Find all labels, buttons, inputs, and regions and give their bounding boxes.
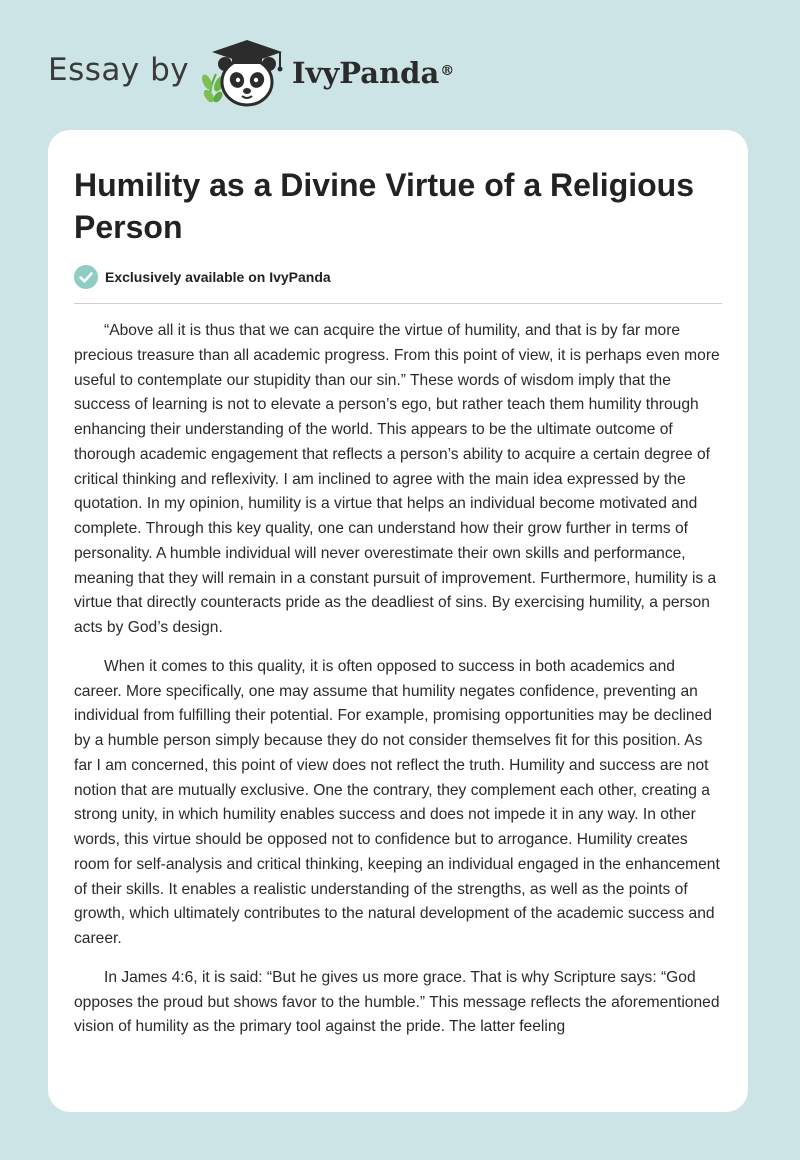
divider xyxy=(74,303,722,304)
essay-body xyxy=(74,319,724,1054)
panda-graduate-logo-icon[interactable] xyxy=(200,34,290,112)
essay-card xyxy=(48,130,748,1112)
paragraph: In James 4:6, it is said: “But he gives us more grace. That is why Scripture says: “God opposes the proud but shows favor to the humble.” This message reflects the aforementioned vision of humility as the primary tool against the pride. The latter feeling xyxy=(74,968,720,1036)
exclusive-badge-label: Exclusively available on IvyPanda xyxy=(105,269,331,285)
paragraph: When it comes to this quality, it is often opposed to success in both academics and career. More specifically, one may assume that humility negates confidence, preventing an individual from fulfilling their potential. For example, promising opportunities may be declined by a humble person simply because they do not consider themselves fit for this position. As far I am concerned, this point of view does not reflect the truth. Humility and success are not notion that are mutually exclusive. One the contrary, they complement each other, creating a strong unity, in which humility enables success and does not impede it in any way. In other words, this virtue should be opposed not to confidence but to arrogance. Humility creates room for self-analysis and critical thinking, keeping an individual engaged in the enhancement of their skills. It enables a realistic understanding of the strengths, as well as the points of growth, which ultimately contributes to the natural development of the academic success and career. xyxy=(74,657,720,947)
site-header xyxy=(0,0,800,130)
essay-title: Humility as a Divine Virtue of a Religious Person xyxy=(74,167,695,245)
paragraph: “Above all it is thus that we can acquire the virtue of humility, and that is by far more precious treasure than all academic progress. From this point of view, it is perhaps even more useful to contemplate our stupidity than our sin.” These words of wisdom imply that the success of learning is not to elevate a person’s ego, but rather teach them humility through enhancing their understanding of the world. This appears to be the ultimate outcome of thorough academic engagement that reflects a person’s ability to acquire a certain degree of critical thinking and reflexivity. I am inclined to agree with the main idea expressed by the quotation. In my opinion, humility is a virtue that helps an individual become motivated and complete. Through this key quality, one can understand how their grow further in terms of personality. A humble individual will never overestimate their own skills and performance, meaning that they will remain in a constant pursuit of improvement. Furthermore, humility is a virtue that directly counteracts pride as the deadliest of sins. By exercising humility, a person acts by God’s design. xyxy=(74,322,720,636)
brand-text: IvyPanda xyxy=(292,56,440,90)
essay-by-label: Essay by xyxy=(48,52,190,88)
exclusive-badge xyxy=(74,264,331,290)
check-circle-icon xyxy=(74,265,98,289)
registered-mark: ® xyxy=(440,63,455,79)
brand-name[interactable] xyxy=(292,54,454,92)
